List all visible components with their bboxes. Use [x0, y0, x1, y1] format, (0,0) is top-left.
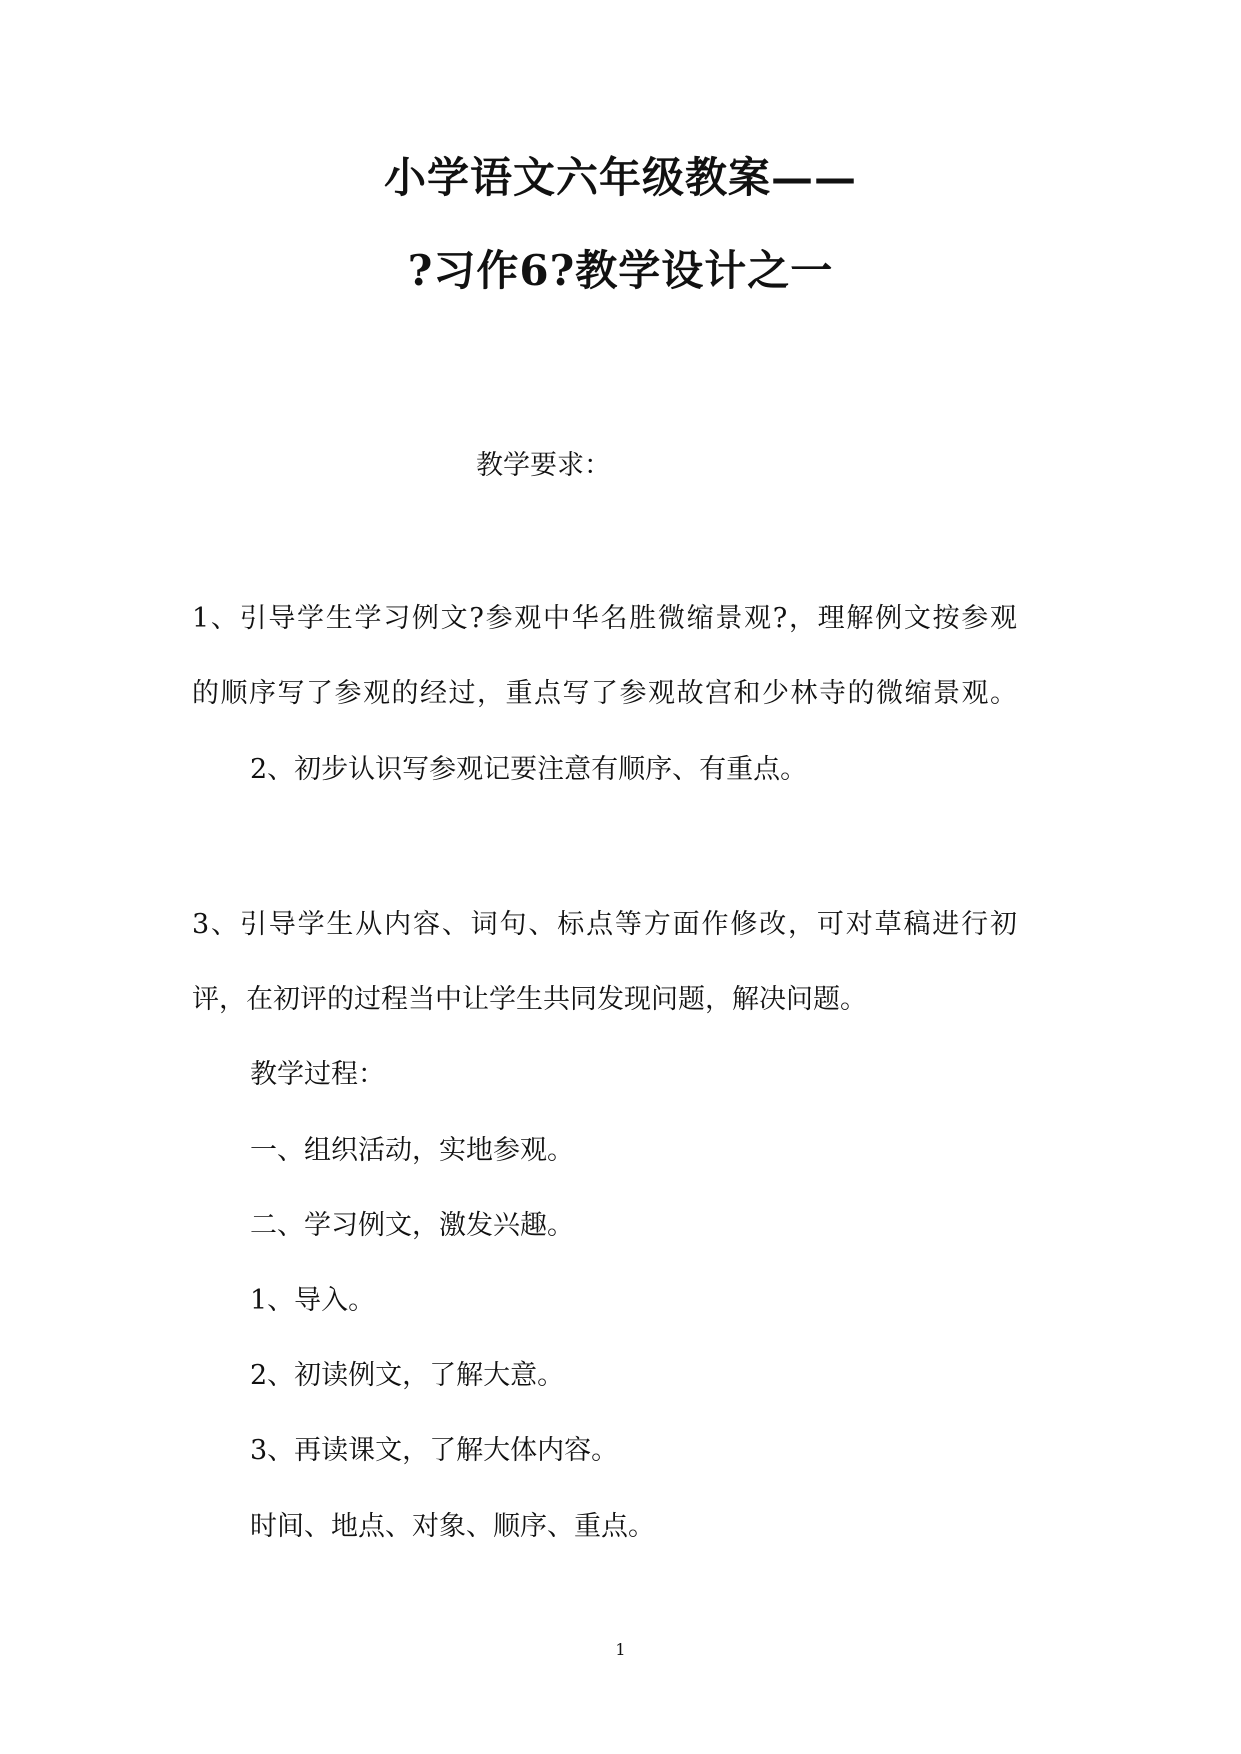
section-heading-process: 教学过程：	[250, 1059, 385, 1090]
requirement-1-line-1: 1、引导学生学习例文?参观中华名胜微缩景观?，理解例文按参观	[192, 603, 1017, 634]
substep-2: 2、初读例文，了解大意。	[250, 1360, 565, 1391]
requirement-3-line-1: 3、引导学生从内容、词句、标点等方面作修改，可对草稿进行初	[192, 909, 1017, 940]
requirement-3-line-2: 评，在初评的过程当中让学生共同发现问题，解决问题。	[192, 984, 867, 1015]
title-line-2: ?习作6?教学设计之一	[407, 246, 834, 295]
title-line-1: 小学语文六年级教案——	[383, 153, 857, 202]
page-number: 1	[615, 1640, 626, 1659]
substep-3: 3、再读课文，了解大体内容。	[250, 1435, 619, 1466]
step-two: 二、学习例文，激发兴趣。	[250, 1210, 574, 1241]
step-one: 一、组织活动，实地参观。	[250, 1135, 574, 1166]
requirement-1-line-2: 的顺序写了参观的经过，重点写了参观故宫和少林寺的微缩景观。	[192, 678, 1017, 709]
requirement-2: 2、初步认识写参观记要注意有顺序、有重点。	[250, 754, 808, 785]
substep-1: 1、导入。	[250, 1285, 376, 1316]
keywords-line: 时间、地点、对象、顺序、重点。	[250, 1511, 655, 1542]
section-heading-requirements: 教学要求：	[476, 450, 611, 481]
